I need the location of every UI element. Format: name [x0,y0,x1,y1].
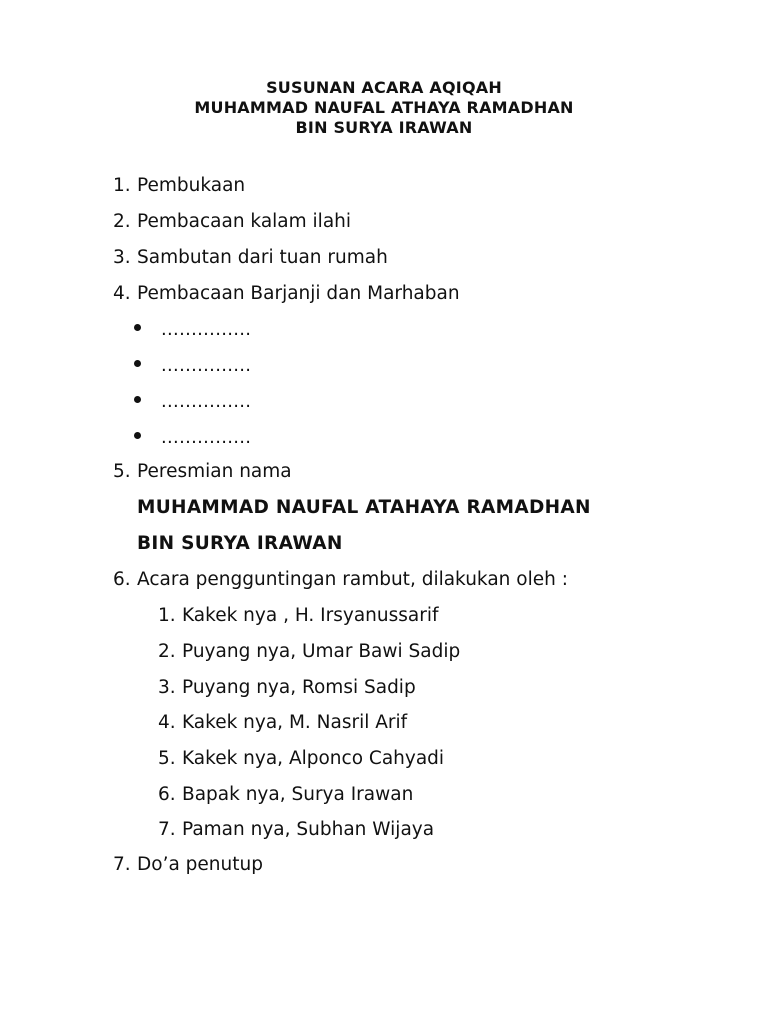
agenda-text: Sambutan dari tuan rumah [137,247,388,268]
subitem-text: Bapak nya, Surya Irawan [182,784,414,805]
placeholder-dots: ............... [161,319,252,340]
subitem-number: 2. [158,641,176,662]
subitem-text: Puyang nya, Umar Bawi Sadip [182,641,461,662]
bullet-item [134,426,251,450]
haircut-subitem [158,818,434,842]
subitem-number: 5. [158,748,176,769]
title-line-name: MUHAMMAD NAUFAL ATHAYA RAMADHAN [194,98,574,117]
subitem-number: 7. [158,819,176,840]
bullet-item [134,318,251,342]
agenda-item-5 [113,460,292,484]
haircut-subitem [158,604,438,628]
title-line-event: SUSUNAN ACARA AQIQAH [266,78,502,97]
agenda-number: 4. [113,283,131,304]
agenda-item-3 [113,246,388,270]
title-line-parent: BIN SURYA IRAWAN [295,118,473,137]
haircut-subitem [158,783,413,807]
subitem-text: Paman nya, Subhan Wijaya [182,819,435,840]
agenda-number: 7. [113,854,131,875]
subitem-number: 1. [158,605,176,626]
subitem-text: Kakek nya, Alponco Cahyadi [182,748,445,769]
agenda-number: 6. [113,569,131,590]
bullet-icon [134,360,141,367]
subitem-text: Kakek nya, M. Nasril Arif [182,712,408,733]
agenda-text: Pembacaan Barjanji dan Marhaban [137,283,460,304]
agenda-text: Pembacaan kalam ilahi [137,211,352,232]
bullet-item [134,390,251,414]
subitem-number: 3. [158,677,176,698]
haircut-subitem [158,676,416,700]
bullet-icon [134,396,141,403]
agenda-item-2 [113,210,351,234]
agenda-item-1 [113,174,245,198]
child-name-line-2: BIN SURYA IRAWAN [137,533,343,554]
haircut-subitem [158,711,407,735]
child-name-line-1: MUHAMMAD NAUFAL ATAHAYA RAMADHAN [137,497,591,518]
placeholder-dots: ............... [161,391,252,412]
subitem-number: 4. [158,712,176,733]
placeholder-dots: ............... [161,427,252,448]
bullet-icon [134,432,141,439]
bullet-item [134,354,251,378]
subitem-text: Kakek nya , H. Irsyanussarif [182,605,439,626]
agenda-text: Do’a penutup [137,854,263,875]
agenda-text: Acara pengguntingan rambut, dilakukan oleh : [137,569,568,590]
subitem-text: Puyang nya, Romsi Sadip [182,677,416,698]
agenda-text: Pembukaan [137,175,246,196]
placeholder-dots: ............... [161,355,252,376]
agenda-item-7 [113,853,263,877]
agenda-number: 1. [113,175,131,196]
haircut-subitem [158,747,444,771]
subitem-number: 6. [158,784,176,805]
bullet-icon [134,324,141,331]
agenda-text: Peresmian nama [137,461,292,482]
agenda-number: 3. [113,247,131,268]
agenda-item-4 [113,282,460,306]
agenda-item-6 [113,568,568,592]
agenda-number: 2. [113,211,131,232]
document-title [0,78,768,138]
haircut-subitem [158,640,460,664]
agenda-number: 5. [113,461,131,482]
